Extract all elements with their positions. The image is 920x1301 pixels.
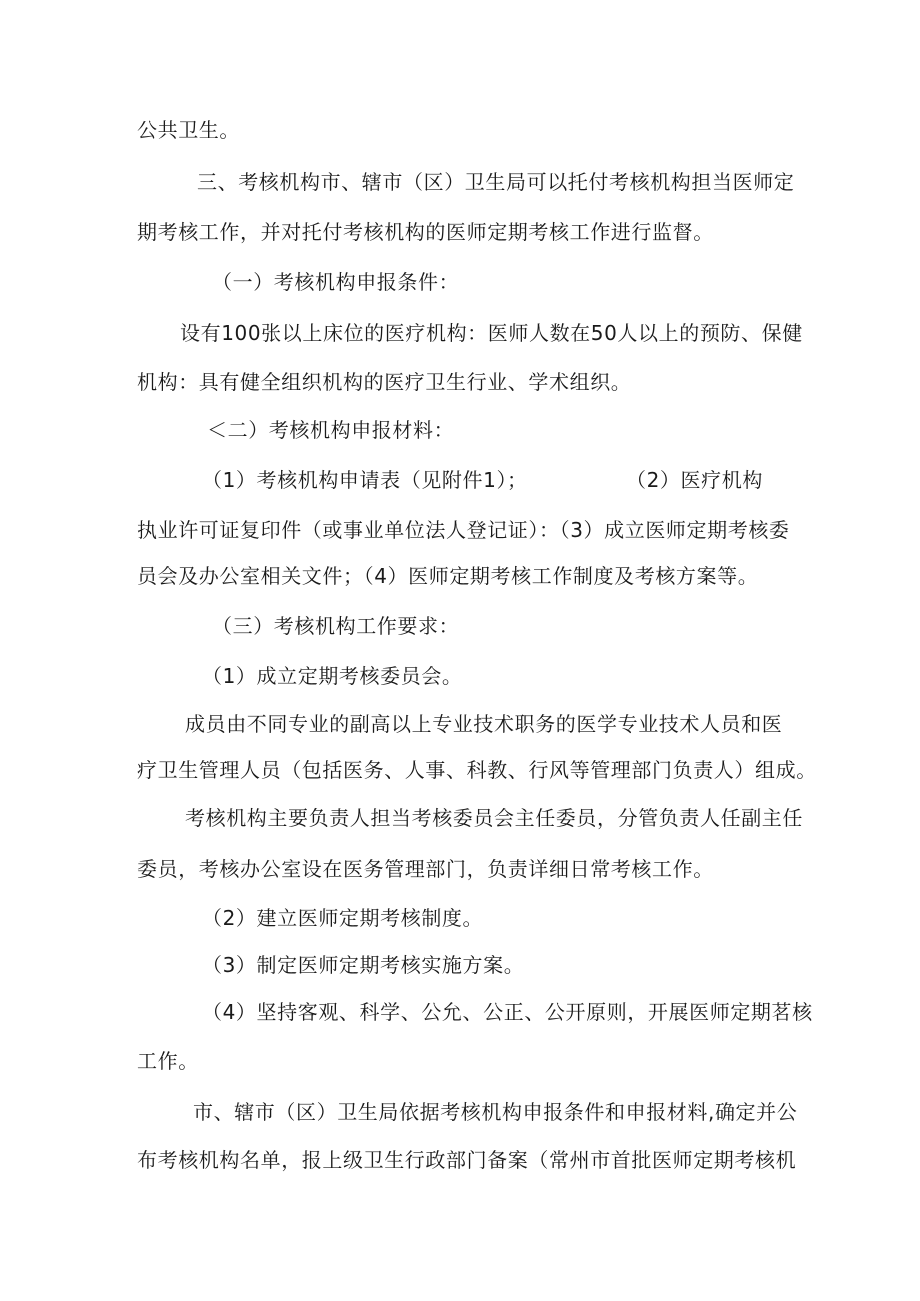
text-segment: （2）医疗机构 bbox=[626, 468, 763, 492]
section-heading: ＜二）考核机构申报材料： bbox=[207, 418, 455, 442]
text-line: （1）成立定期考核委员会。 bbox=[202, 664, 463, 688]
text-line: 设有100张以上床位的医疗机构：医师人数在50人以上的预防、保健 bbox=[180, 321, 803, 345]
text-line: 疗卫生管理人员（包括医务、人事、科教、行风等管理部门负责人）组成。 bbox=[137, 758, 817, 782]
text-line-split bbox=[0, 468, 920, 492]
text-line: 三、考核机构市、辖市（区）卫生局可以托付考核机构担当医师定 bbox=[197, 170, 795, 194]
text-line: （2）建立医师定期考核制度。 bbox=[202, 906, 484, 930]
text-line: 考核机构主要负责人担当考核委员会主任委员，分管负责人任副主任 bbox=[185, 806, 803, 830]
text-line: 期考核工作，并对托付考核机构的医师定期考核工作进行监督。 bbox=[137, 220, 714, 244]
text-line: 布考核机构名单，报上级卫生行政部门备案（常州市首批医师定期考核机 bbox=[137, 1148, 797, 1172]
text-line: 工作。 bbox=[137, 1049, 199, 1073]
text-line: 执业许可证复印件（或事业单位法人登记证）：（3）成立医师定期考核委 bbox=[137, 518, 790, 542]
text-line: 公共卫生。 bbox=[137, 118, 240, 142]
text-line: （3）制定医师定期考核实施方案。 bbox=[202, 953, 525, 977]
section-heading: （三）考核机构工作要求： bbox=[212, 614, 460, 638]
text-line: 委员，考核办公室设在医务管理部门，负责详细日常考核工作。 bbox=[137, 857, 714, 881]
section-heading: （一）考核机构申报条件： bbox=[212, 270, 460, 294]
text-segment: （1）考核机构申请表（见附件1）； bbox=[202, 468, 528, 492]
text-line: 市、辖市（区）卫生局依据考核机构申报条件和申报材料,确定并公 bbox=[193, 1100, 798, 1124]
text-line: 机构：具有健全组织机构的医疗卫生行业、学术组织。 bbox=[137, 370, 632, 394]
text-line: （4）坚持客观、科学、公允、公正、公开原则，开展医师定期茗核 bbox=[202, 1000, 813, 1024]
text-line: 成员由不同专业的副高以上专业技术职务的医学专业技术人员和医 bbox=[185, 712, 783, 736]
text-line: 员会及办公室相关文件；（4）医师定期考核工作制度及考核方案等。 bbox=[137, 564, 759, 588]
